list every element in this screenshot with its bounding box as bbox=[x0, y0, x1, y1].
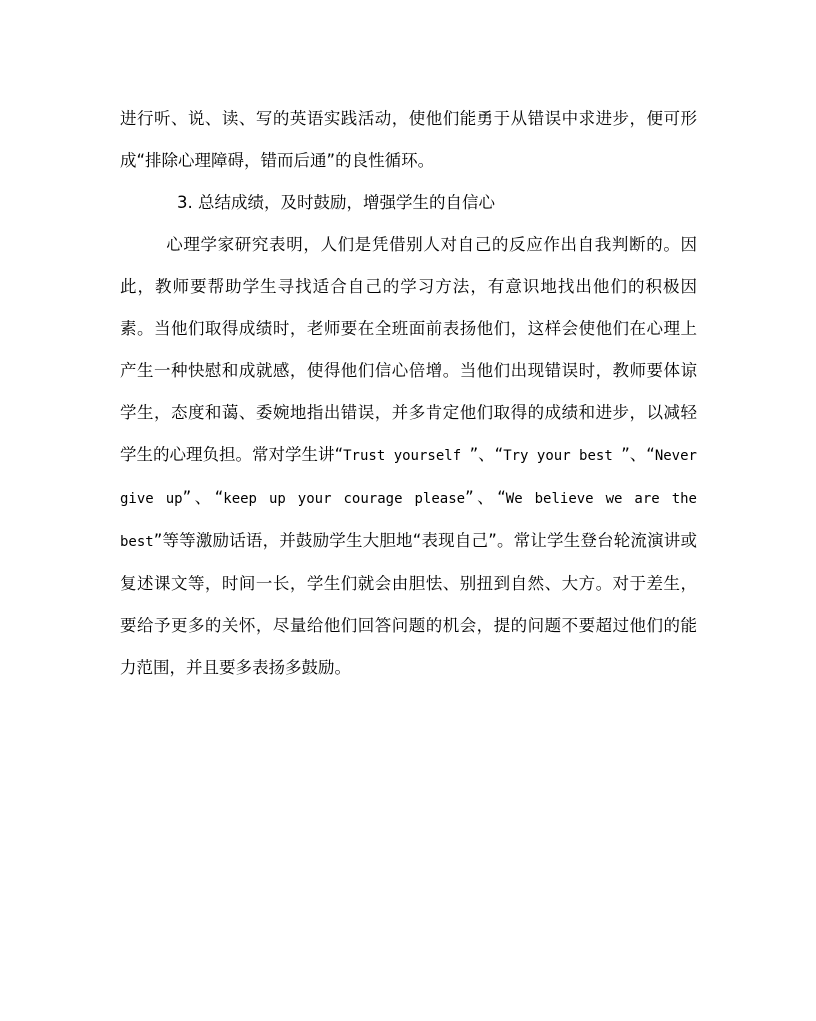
body-text-part2: ”等等激励话语，并鼓励学生大胆地“表现自己”。常让学生登台轮流演讲或复述课文等，时间一长，学生们就会由胆怯、别扭到自然、大方。对于差生，要给予更多的关怀，尽量给他们回答问题的机会，提的问题不要超过他们的能力范围，并且要多表扬多鼓励。 bbox=[120, 531, 697, 677]
phrase-try-your-best: Try your best bbox=[503, 448, 622, 464]
phrase-never-give-up: Never give up bbox=[120, 448, 697, 507]
phrase-we-believe: We believe we are the best bbox=[120, 491, 697, 550]
body-text-part1: 心理学家研究表明，人们是凭借别人对自己的反应作出自我判断的。因此，教师要帮助学生寻找适合自己的学习方法，有意识地找出他们的积极因素。当他们取得成绩时，老师要在全班面前表扬他们，这样会使他们在心理上产生一种快慰和成就感，使得他们信心倍增。当他们出现错误时，教师要体谅学生，态度和蔼、委婉地指出错误，并多肯定他们取得的成绩和进步，以减轻学生的心理负担。常对学生讲“ bbox=[120, 235, 697, 464]
paragraph-continuation: 进行听、说、读、写的英语实践活动，使他们能勇于从错误中求进步，便可形成“排除心理障碍，错而后通”的良性循环。 bbox=[120, 109, 697, 170]
phrase-keep-up-courage: keep up your courage please bbox=[223, 491, 466, 507]
quote-separator: ”、“ bbox=[182, 488, 224, 507]
section-heading: 3. 总结成绩，及时鼓励，增强学生的自信心 bbox=[177, 193, 495, 212]
document-body bbox=[120, 98, 697, 689]
quote-separator: ”、“ bbox=[621, 445, 655, 464]
quote-separator: ”、“ bbox=[465, 488, 506, 507]
body-paragraph bbox=[120, 224, 697, 689]
quote-separator: ”、“ bbox=[469, 445, 504, 464]
phrase-trust-yourself: Trust yourself bbox=[343, 448, 470, 464]
